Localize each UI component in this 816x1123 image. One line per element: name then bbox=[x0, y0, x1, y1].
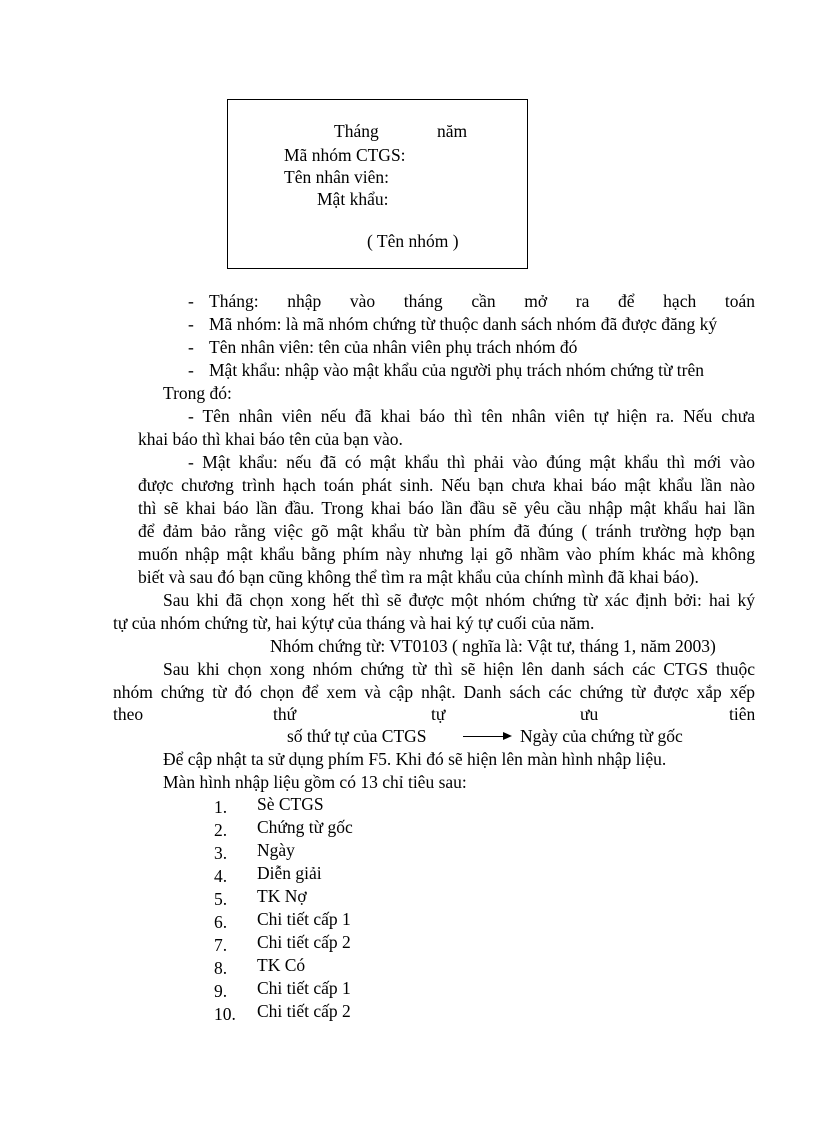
para-list-line-2: nhóm chứng từ đó chọn để xem và cập nhật. Danh sách các chứng từ được xắp xếp bbox=[113, 682, 755, 702]
field-number: 7. bbox=[214, 935, 228, 955]
order-to: Ngày của chứng từ gốc bbox=[520, 726, 683, 746]
para-password-line-6: biết và sau đó bạn cũng không thể tìm ra mật khẩu của chính mình đã khai báo). bbox=[138, 567, 699, 587]
fields-intro: Màn hình nhập liệu gồm có 13 chỉ tiêu sau: bbox=[163, 772, 467, 792]
field-label: TK Có bbox=[257, 955, 306, 975]
para-list-word: theo bbox=[113, 704, 144, 724]
para-list-word: tự bbox=[431, 704, 446, 724]
bullet-password: Mật khẩu: nhập vào mật khẩu của người phụ trách nhóm chứng từ trên bbox=[209, 360, 705, 380]
field-number: 2. bbox=[214, 820, 228, 840]
para-employee-line-1: - Tên nhân viên nếu đã khai báo thì tên nhân viên tự hiện ra. Nếu chưa bbox=[188, 406, 755, 426]
login-form-box bbox=[227, 99, 528, 269]
para-password-line-3: thì sẽ khai báo lần đầu. Trong khai báo lần đầu sẽ yêu cầu nhập mật khẩu hai lần bbox=[138, 498, 755, 518]
field-number: 6. bbox=[214, 912, 228, 932]
para-password-line-4: để đảm bảo rằng việc gõ mật khẩu từ bàn phím đã đúng ( tránh trường hợp bạn bbox=[138, 521, 755, 541]
para-password-line-5: muốn nhập mật khẩu bằng phím này nhưng lại gõ nhầm vào phím khác mà không bbox=[138, 544, 755, 564]
field-number: 3. bbox=[214, 843, 228, 863]
update-instruction: Để cập nhật ta sử dụng phím F5. Khi đó sẽ hiện lên màn hình nhập liệu. bbox=[163, 749, 667, 769]
field-number: 4. bbox=[214, 866, 228, 886]
para-list-word: tiên bbox=[729, 704, 756, 724]
group-example: Nhóm chứng từ: VT0103 ( nghĩa là: Vật tư, tháng 1, năm 2003) bbox=[270, 636, 716, 656]
bullet-dash: - bbox=[188, 337, 194, 357]
field-label: Chi tiết cấp 1 bbox=[257, 909, 351, 929]
field-label: Sè CTGS bbox=[257, 794, 324, 814]
field-number: 1. bbox=[214, 797, 228, 817]
field-number: 5. bbox=[214, 889, 228, 909]
para-password-line-1: - Mật khẩu: nếu đã có mật khẩu thì phải vào đúng mật khẩu thì mới vào bbox=[188, 452, 755, 472]
group-code-label: Mã nhóm CTGS: bbox=[284, 145, 406, 165]
field-label: Chi tiết cấp 2 bbox=[257, 1001, 351, 1021]
bullet-dash: - bbox=[188, 360, 194, 380]
field-label: Ngày bbox=[257, 840, 295, 860]
para-group-line-1: Sau khi đã chọn xong hết thì sẽ được một nhóm chứng từ xác định bởi: hai ký bbox=[163, 590, 755, 610]
password-label: Mật khẩu: bbox=[317, 189, 389, 209]
bullet-dash: - bbox=[188, 314, 194, 334]
bullet-dash: - bbox=[188, 291, 194, 311]
para-list-word: thứ bbox=[273, 704, 297, 724]
para-list-word: ưu bbox=[580, 704, 599, 724]
group-name-label: ( Tên nhóm ) bbox=[367, 231, 459, 251]
arrow-right-icon bbox=[463, 736, 505, 737]
bullet-employee-name: Tên nhân viên: tên của nhân viên phụ trách nhóm đó bbox=[209, 337, 578, 357]
bullet-group-code: Mã nhóm: là mã nhóm chứng từ thuộc danh sách nhóm đã được đăng ký bbox=[209, 314, 718, 334]
arrowhead-icon bbox=[503, 732, 512, 740]
where-heading: Trong đó: bbox=[163, 383, 232, 403]
para-password-line-2: được chương trình hạch toán phát sinh. Nếu bạn chưa khai báo mật khẩu lần nào bbox=[138, 475, 755, 495]
order-from: số thứ tự của CTGS bbox=[287, 726, 427, 746]
month-label: Tháng bbox=[334, 121, 379, 141]
field-label: Chứng từ gốc bbox=[257, 817, 353, 837]
employee-name-label: Tên nhân viên: bbox=[284, 167, 389, 187]
field-number: 8. bbox=[214, 958, 228, 978]
para-group-line-2: tự của nhóm chứng từ, hai kýtự của tháng và hai ký tự cuối của năm. bbox=[113, 613, 595, 633]
field-label: Chi tiết cấp 2 bbox=[257, 932, 351, 952]
field-label: TK Nợ bbox=[257, 886, 307, 906]
bullet-month: Tháng: nhập vào tháng cần mở ra để hạch toán bbox=[209, 291, 755, 311]
para-employee-line-2: khai báo thì khai báo tên của bạn vào. bbox=[138, 429, 403, 449]
field-label: Diễn giải bbox=[257, 863, 322, 883]
field-label: Chi tiết cấp 1 bbox=[257, 978, 351, 998]
para-list-line-1: Sau khi chọn xong nhóm chứng từ thì sẽ hiện lên danh sách các CTGS thuộc bbox=[163, 659, 755, 679]
year-label: năm bbox=[437, 121, 468, 141]
field-number: 10. bbox=[214, 1004, 236, 1024]
field-number: 9. bbox=[214, 981, 228, 1001]
